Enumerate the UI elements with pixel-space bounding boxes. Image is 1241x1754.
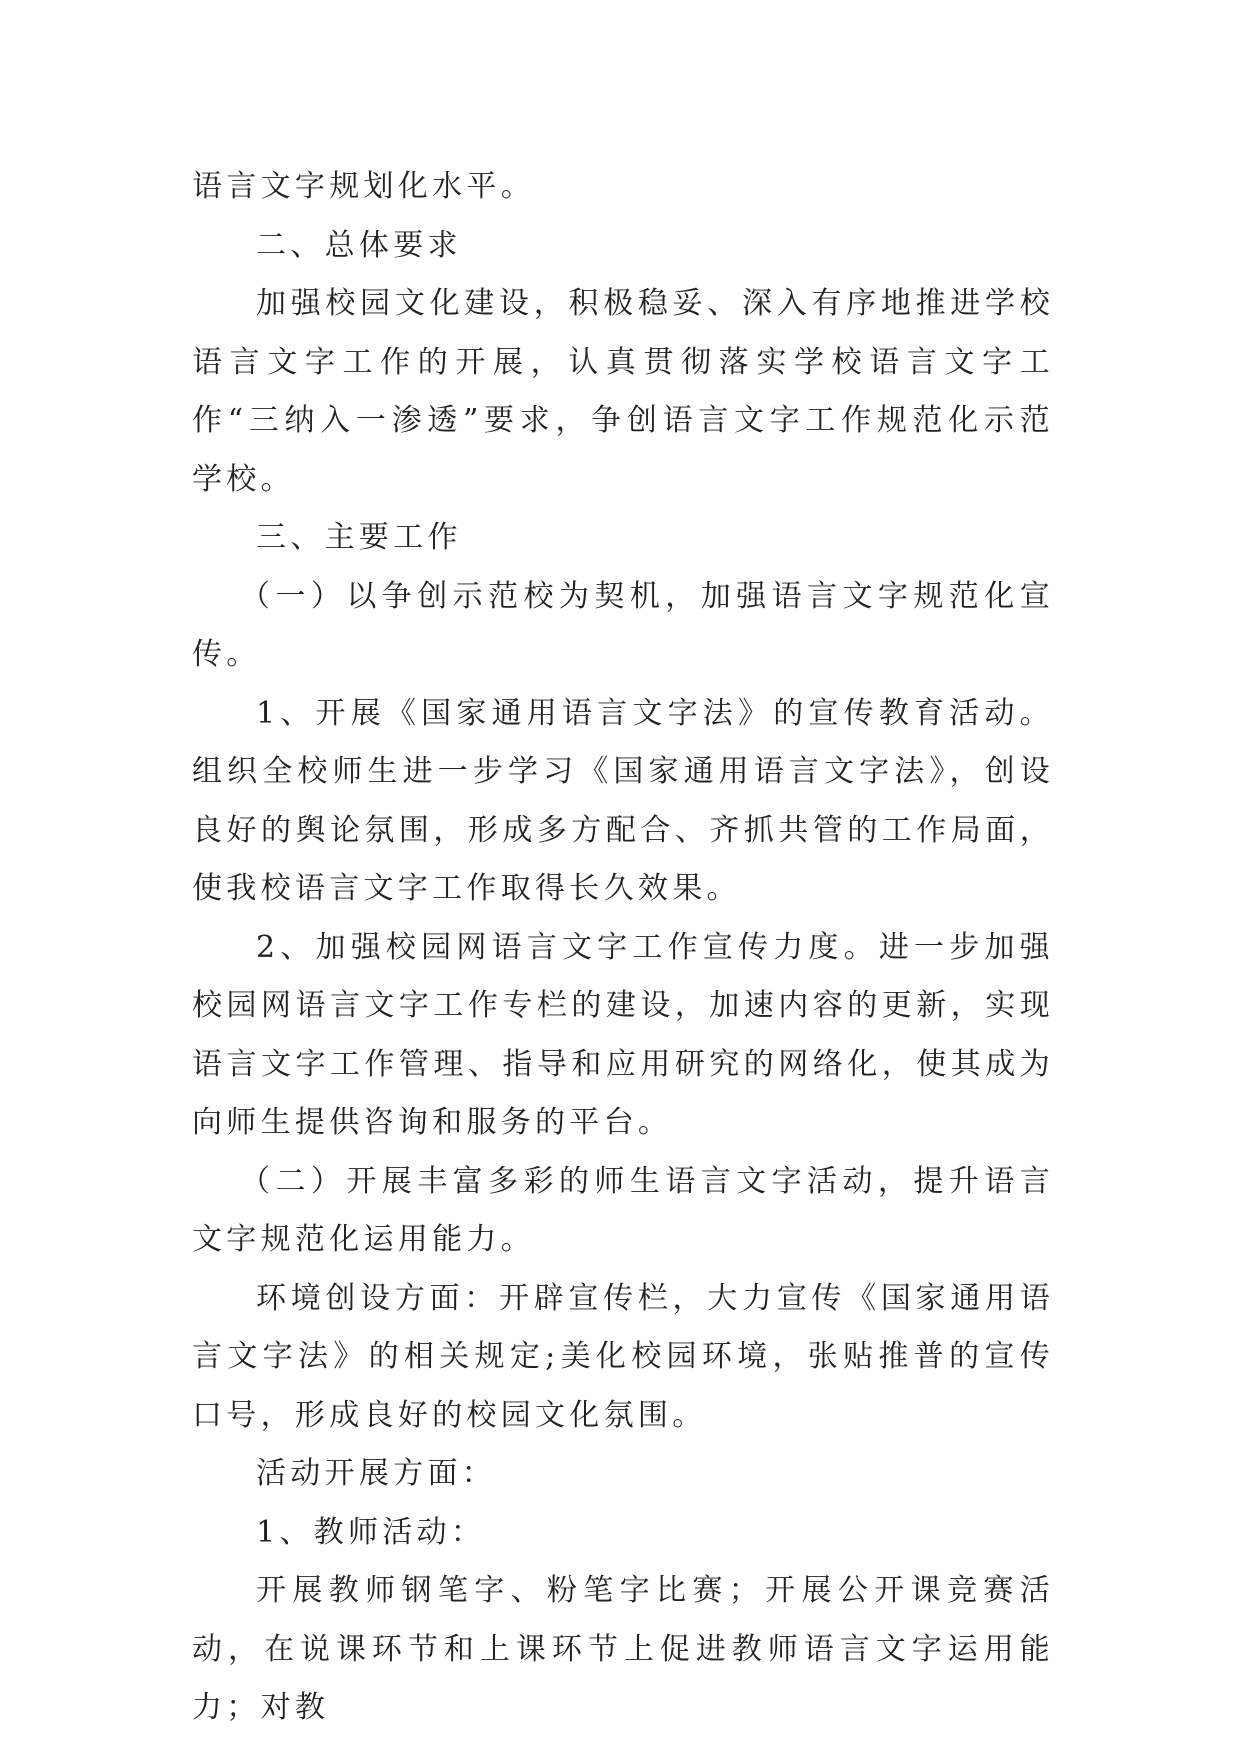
subheading-publicity: （一）以争创示范校为契机，加强语言文字规范化宣传。 (192, 578, 1054, 672)
heading-main-work: 三、主要工作 (256, 520, 462, 555)
document-body (192, 158, 1054, 1738)
subheading-activities: （二）开展丰富多彩的师生语言文字活动，提升语言文字规范化运用能力。 (192, 1163, 1054, 1257)
paragraph-continuation: 语言文字规划化水平。 (192, 169, 535, 204)
paragraph-teacher-activity: 1、教师活动： (256, 1514, 486, 1550)
paragraph-environment: 环境创设方面：开辟宣传栏，大力宣传《国家通用语言文字法》的相关规定;美化校园环境，张贴推普的宣传口号，形成良好的校园文化氛围。 (192, 1280, 1054, 1433)
heading-general-requirements: 二、总体要求 (256, 227, 462, 263)
paragraph-item-2: 2、加强校园网语言文字工作宣传力度。进一步加强校园网语言文字工作专栏的建设，加速内容的更新，实现语言文字工作管理、指导和应用研究的网络化，使其成为向师生提供咨询和服务的平台。 (192, 929, 1054, 1140)
paragraph-item-1: 1、开展《国家通用语言文字法》的宣传教育活动。组织全校师生进一步学习《国家通用语言文字法》，创设良好的舆论氛围，形成多方配合、齐抓共管的工作局面，使我校语言文字工作取得长久效果。 (192, 695, 1054, 906)
paragraph-activity-aspect: 活动开展方面： (256, 1456, 497, 1491)
paragraph-general-requirements: 加强校园文化建设，积极稳妥、深入有序地推进学校语言文字工作的开展，认真贯彻落实学校语言文字工作“三纳入一渗透”要求，争创语言文字工作规范化示范学校。 (192, 286, 1054, 497)
paragraph-teacher-details: 开展教师钢笔字、粉笔字比赛；开展公开课竞赛活动，在说课环节和上课环节上促进教师语言文字运用能力；对教 (192, 1573, 1054, 1725)
